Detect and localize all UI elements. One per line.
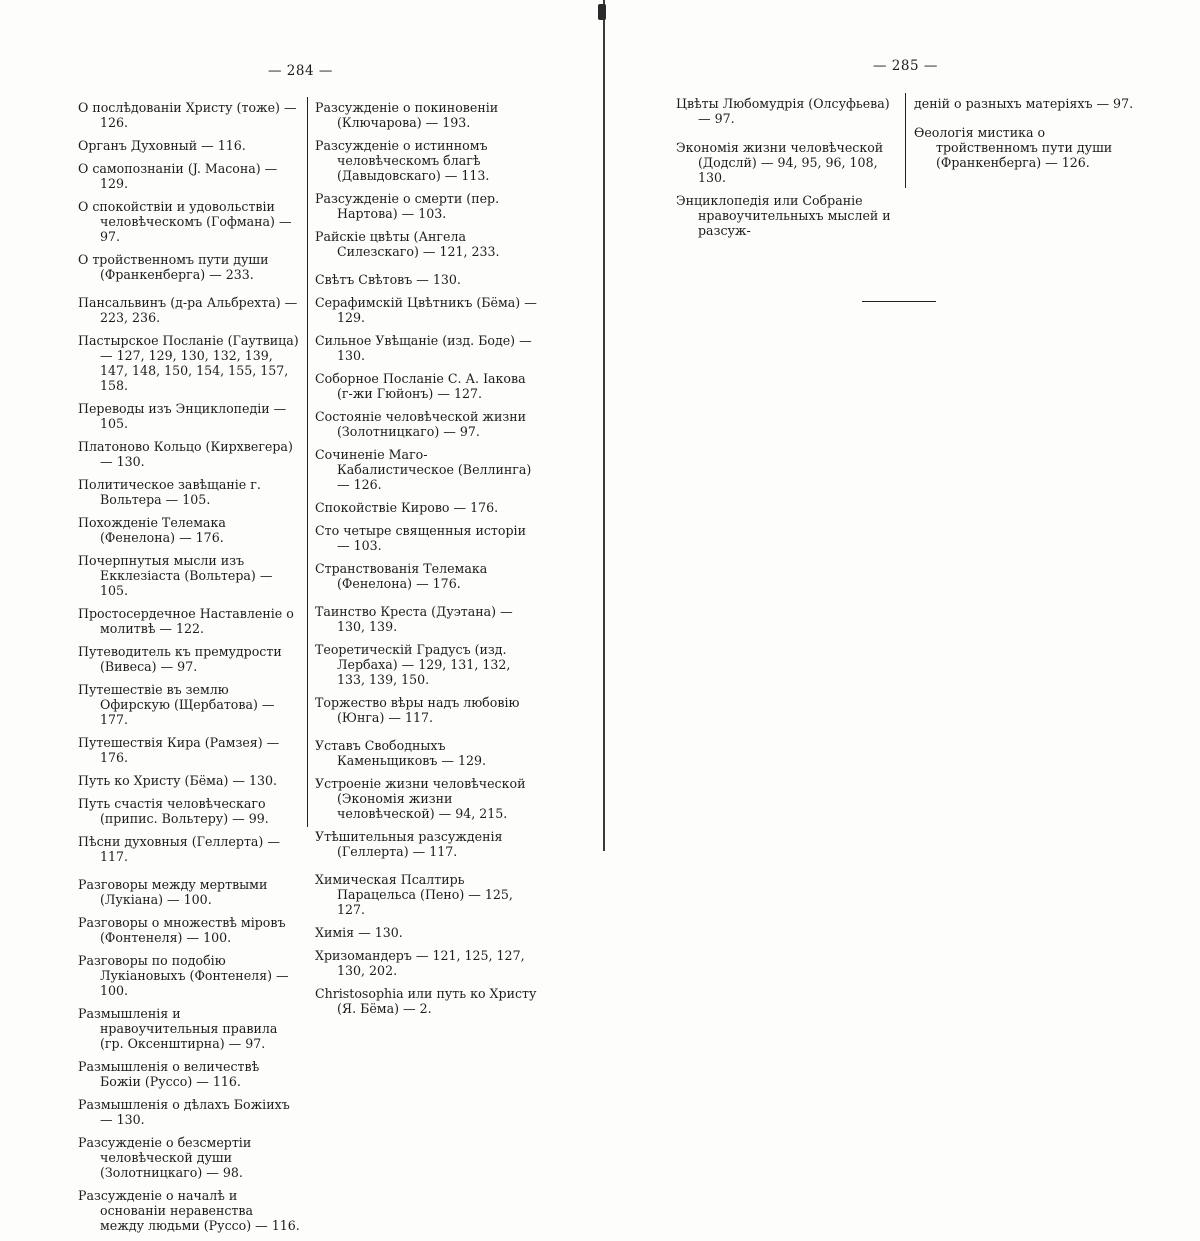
index-entry: Размышленія о величествѣ Божіи (Руссо) — 116. [78, 1059, 260, 1089]
index-entry: Размышленія и нравоучительныя правила (гр. Оксенштирна) — 97. [78, 1006, 278, 1051]
index-entry: Разсужденіе о безсмертіи человѣческой души (Золотницкаго) — 98. [78, 1135, 252, 1180]
right-page-column-1 [676, 96, 898, 246]
left-page-column-1 [78, 100, 300, 1241]
index-entry: Пансальвинъ (д-ра Альбрехта) — 223, 236. [78, 295, 298, 325]
index-entry: О спокойствіи и удовольствіи человѣческомъ (Гофмана) — 97. [78, 199, 292, 244]
index-entry: Таинство Креста (Дуэтана) — 130, 139. [315, 604, 513, 634]
left-page-number: — 284 — [268, 63, 333, 79]
book-gutter [603, 0, 605, 851]
index-entry: Химическая Псалтирь Парацельса (Пено) — 125, 127. [315, 872, 513, 917]
index-entry: Соборное Посланіе С. А. Іакова (г-жи Гюйонъ) — 127. [315, 371, 526, 401]
index-entry: Разсужденіе о смерти (пер. Нартова) — 103. [315, 191, 500, 221]
index-entry: Хризомандеръ — 121, 125, 127, 130, 202. [315, 948, 525, 978]
index-entry: Путеводитель къ премудрости (Вивеса) — 97. [78, 644, 282, 674]
index-entry: Устроеніе жизни человѣческой (Экономія жизни человѣческой) — 94, 215. [315, 776, 526, 821]
left-page-column-2 [315, 100, 537, 1024]
index-entry: Уставъ Свободныхъ Каменьщиковъ — 129. [315, 738, 487, 768]
index-entry: Органъ Духовный — 116. [78, 138, 246, 153]
index-entry: Почерпнутыя мысли изъ Екклезіаста (Вольтера) — 105. [78, 553, 273, 598]
index-entry: Цвѣты Любомудрія (Олсуфьева) — 97. [676, 96, 890, 126]
index-entry: Свѣтъ Свѣтовъ — 130. [315, 272, 461, 287]
index-entry: Сильное Увѣщаніе (изд. Боде) — 130. [315, 333, 532, 363]
index-entry: Политическое завѣщаніе г. Вольтера — 105. [78, 477, 261, 507]
index-entry: Путь счастія человѣческаго (припис. Вольтеру) — 99. [78, 796, 269, 826]
index-entry: Странствованія Телемака (Фенелона) — 176. [315, 561, 488, 591]
index-entry: Путь ко Христу (Бёма) — 130. [78, 773, 278, 788]
left-column-divider [307, 97, 308, 827]
right-column-divider [905, 93, 906, 188]
index-entry: Похожденіе Телемака (Фенелона) — 176. [78, 515, 226, 545]
end-rule [862, 301, 936, 302]
index-entry: Ѳеологія мистика о тройственномъ пути души (Франкенберга) — 126. [914, 125, 1113, 170]
index-entry: Путешествіе въ землю Офирскую (Щербатова) — 177. [78, 682, 275, 727]
index-entry: Пастырское Посланіе (Гаутвица) — 127, 129, 130, 132, 139, 147, 148, 150, 154, 155, 157, 158. [78, 333, 299, 393]
right-page-number: — 285 — [873, 58, 938, 74]
index-entry: Christosophia или путь ко Христу (Я. Бёма) — 2. [315, 986, 537, 1016]
index-entry: Платоново Кольцо (Кирхвегера) — 130. [78, 439, 293, 469]
index-entry: Размышленія о дѣлахъ Божіихъ — 130. [78, 1097, 290, 1127]
index-entry: Энциклопедія или Собраніе нравоучительныхъ мыслей и разсуж- [676, 193, 891, 238]
index-entry: Серафимскій Цвѣтникъ (Бёма) — 129. [315, 295, 537, 325]
index-entry: Состояніе человѣческой жизни (Золотницкаго) — 97. [315, 409, 527, 439]
index-entry: Разсужденіе о началѣ и основаніи неравенства между людьми (Руссо) — 116. [78, 1188, 300, 1233]
index-entry: Простосердечное Наставленіе о молитвѣ — 122. [78, 606, 294, 636]
index-entry: Химія — 130. [315, 925, 403, 940]
index-entry: Сто четыре священныя исторіи — 103. [315, 523, 526, 553]
gutter-mark [598, 4, 606, 20]
index-entry: Разговоры о множествѣ міровъ (Фонтенеля) — 100. [78, 915, 286, 945]
index-entry: Путешествія Кира (Рамзея) — 176. [78, 735, 280, 765]
index-entry: О послѣдованіи Христу (тоже) — 126. [78, 100, 297, 130]
index-entry: Пѣсни духовныя (Геллерта) — 117. [78, 834, 280, 864]
right-page-column-2 [914, 96, 1136, 178]
index-entry: Разговоры между мертвыми (Лукіана) — 100. [78, 877, 268, 907]
index-entry: Экономія жизни человѣческой (Додслй) — 94, 95, 96, 108, 130. [676, 140, 884, 185]
index-entry: Разсужденіе о покиновеніи (Ключарова) — 193. [315, 100, 499, 130]
index-entry: Переводы изъ Энциклопедіи — 105. [78, 401, 287, 431]
index-entry: Спокойствіе Кирово — 176. [315, 500, 499, 515]
index-entry: Разговоры по подобію Лукіановыхъ (Фонтенеля) — 100. [78, 953, 289, 998]
index-entry: Разсужденіе о истинномъ человѣческомъ благѣ (Давыдовскаго) — 113. [315, 138, 490, 183]
index-entry: О самопознаніи (J. Масона) — 129. [78, 161, 278, 191]
index-entry: Утѣшительныя разсужденія (Геллерта) — 117. [315, 829, 503, 859]
index-entry: Райскіе цвѣты (Ангела Силезскаго) — 121, 233. [315, 229, 500, 259]
index-entry: Теоретическій Градусъ (изд. Лербаха) — 129, 131, 132, 133, 139, 150. [315, 642, 511, 687]
index-entry: Сочиненіе Маго-Кабалистическое (Веллинга) — 126. [315, 447, 532, 492]
index-entry: О тройственномъ пути души (Франкенберга) — 233. [78, 252, 269, 282]
index-entry: Торжество вѣры надъ любовію (Юнга) — 117. [315, 695, 520, 725]
index-entry: деній о разныхъ матеріяхъ — 97. [914, 96, 1134, 111]
